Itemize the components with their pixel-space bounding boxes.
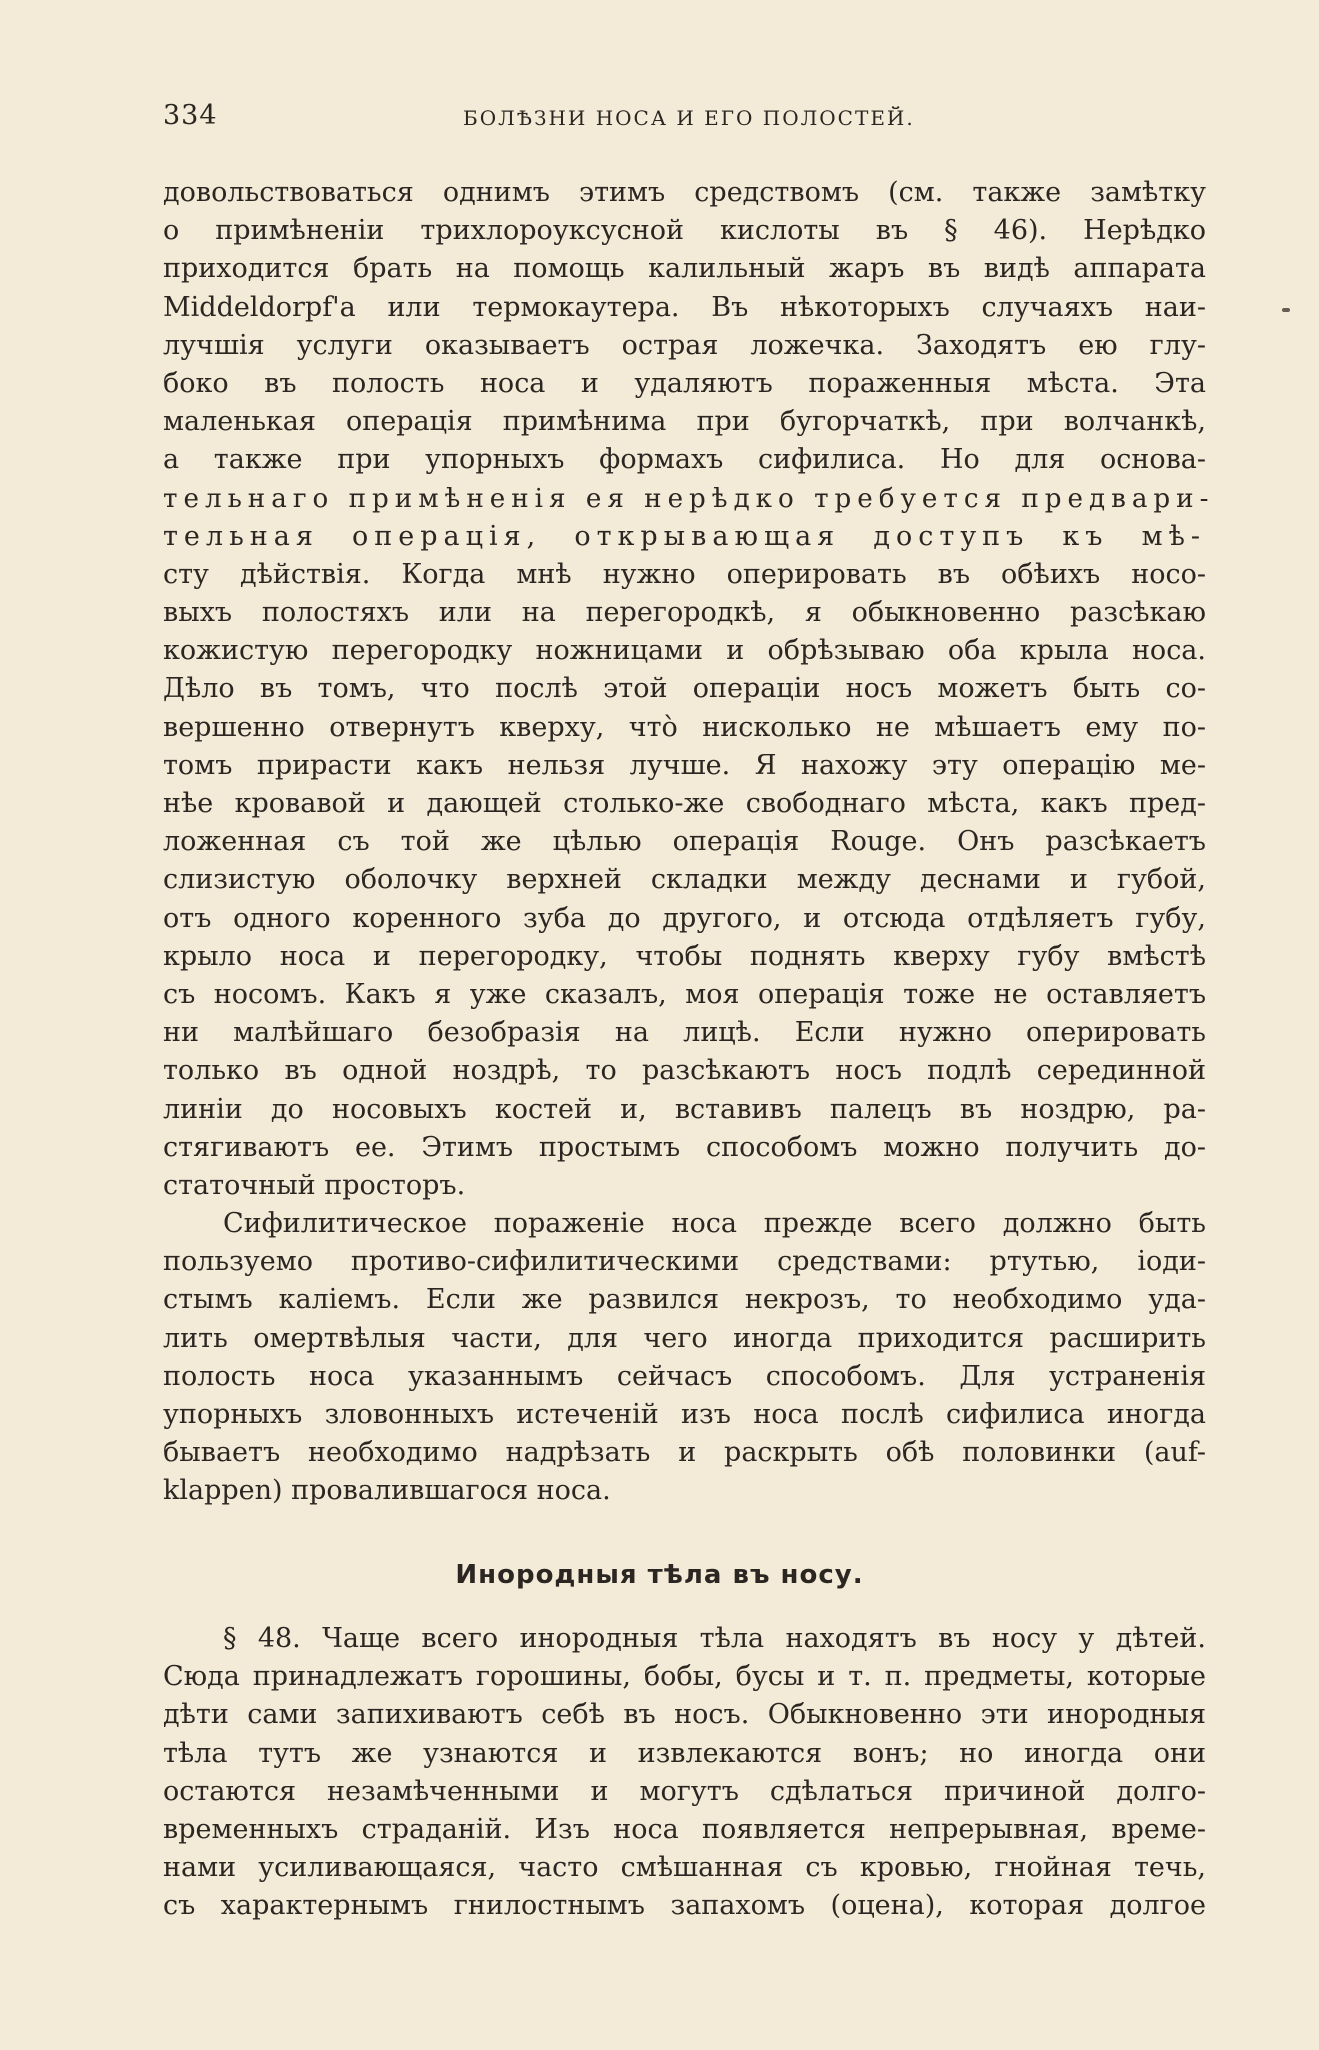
text-line: стягиваютъ ее. Этимъ простымъ способомъ можно получить до- [163,1131,1206,1163]
section-heading: Инородныя тѣла въ носу. [455,1560,864,1590]
text-line: Дѣло въ томъ, что послѣ этой операціи носъ можетъ быть со- [163,673,1206,705]
text-line: ни малѣйшаго безобразія на лицѣ. Если нужно оперировать [163,1017,1206,1049]
paragraph-2 [163,1205,1206,1511]
text-line: тѣла тутъ же узнаются и извлекаются вонъ; но иногда они [163,1737,1206,1769]
text-line: klappen) провалившагося носа. [163,1475,611,1507]
text-line: дѣти сами запихиваютъ себѣ въ носъ. Обыкновенно эти инородныя [163,1699,1206,1731]
text-line: нами усиливающаяся, часто смѣшанная съ кровью, гнойная течь, [163,1852,1206,1884]
text-line: упорныхъ зловонныхъ истеченій изъ носа послѣ сифилиса иногда [163,1398,1206,1430]
paragraph-3 [163,1620,1206,1926]
text-line-spaced: тельнаго примѣненія ея нерѣдко требуется предвари- [163,483,1215,514]
text-line: маленькая операція примѣнима при бугорчаткѣ, при волчанкѣ, [163,406,1206,438]
text-line: пользуемо противо-сифилитическими средствами: ртутью, іоди- [163,1246,1206,1278]
page-number: 334 [163,100,218,131]
text-line: приходится брать на помощь калильный жаръ въ видѣ аппарата [163,253,1206,285]
text-line: боко въ полость носа и удаляютъ пораженныя мѣста. Эта [163,367,1206,399]
text-line: лить омертвѣлыя части, для чего иногда приходится расширить [163,1322,1206,1354]
text-line: временныхъ страданій. Изъ носа появляется непрерывная, време- [163,1813,1206,1845]
text-line: § 48. Чаще всего инородныя тѣла находятъ въ носу у дѣтей. [223,1623,1206,1654]
text-line: Сифилитическое пораженіе носа прежде всего должно быть [223,1208,1206,1239]
text-line: выхъ полостяхъ или на перегородкѣ, я обыкновенно разсѣкаю [163,597,1206,629]
text-line: линіи до носовыхъ костей и, вставивъ палецъ въ ноздрю, ра- [163,1093,1206,1125]
text-line: Middeldorpf'а или термокаутера. Въ нѣкоторыхъ случаяхъ наи- [163,291,1206,323]
text-line: томъ прирасти какъ нельзя лучше. Я нахожу эту операцію ме- [163,749,1206,781]
margin-mark [1282,308,1290,312]
text-line: статочный просторъ. [163,1169,466,1201]
text-line: стымъ каліемъ. Если же развился некрозъ, то необходимо уда- [163,1284,1206,1316]
running-title: БОЛѢЗНИ НОСА И ЕГО ПОЛОСТЕЙ. [463,106,915,130]
text-line: только въ одной ноздрѣ, то разсѣкаютъ носъ подлѣ серединной [163,1055,1206,1087]
page-header [163,100,1206,140]
text-line: съ носомъ. Какъ я уже сказалъ, моя операція тоже не оставляетъ [163,978,1206,1010]
text-line: нѣе кровавой и дающей столько-же свободнаго мѣста, какъ пред- [163,788,1206,819]
text-line-spaced: тельная операція, открывающая доступъ къ мѣ- [163,520,1206,552]
text-line: довольствоваться однимъ этимъ средствомъ (см. также замѣтку [163,177,1206,208]
text-line: бываетъ необходимо надрѣзать и раскрыть обѣ половинки (auf- [163,1437,1206,1469]
text-line: крыло носа и перегородку, чтобы поднять кверху губу вмѣстѣ [163,940,1206,972]
text-line: ложенная съ той же цѣлью операція Rouge. Онъ разсѣкаетъ [163,826,1206,858]
text-line: остаются незамѣченными и могутъ сдѣлаться причиной долго- [163,1775,1206,1807]
text-line: вершенно отвернутъ кверху, чтò нисколько не мѣшаетъ ему по- [163,711,1206,743]
text-line: полость носа указаннымъ сейчасъ способомъ. Для устраненія [163,1360,1206,1392]
text-line: слизистую оболочку верхней складки между деснами и губой, [163,864,1206,896]
paragraph-1 [163,174,1215,1205]
text-line: отъ одного коренного зуба до другого, и отсюда отдѣляетъ губу, [163,902,1206,934]
text-line: а также при упорныхъ формахъ сифилиса. Но для основа- [163,444,1206,476]
text-line: лучшія услуги оказываетъ острая ложечка. Заходятъ ею глу- [163,329,1206,361]
text-line: Сюда принадлежатъ горошины, бобы, бусы и т. п. предметы, которые [163,1661,1206,1693]
text-line: кожистую перегородку ножницами и обрѣзываю оба крыла носа. [163,635,1206,667]
text-line: съ характернымъ гнилостнымъ запахомъ (оцена), которая долгое [163,1890,1206,1922]
text-line: о примѣненіи трихлороуксусной кислоты въ § 46). Нерѣдко [163,215,1206,247]
text-line: сту дѣйствія. Когда мнѣ нужно оперировать въ обѣихъ носо- [163,558,1206,590]
